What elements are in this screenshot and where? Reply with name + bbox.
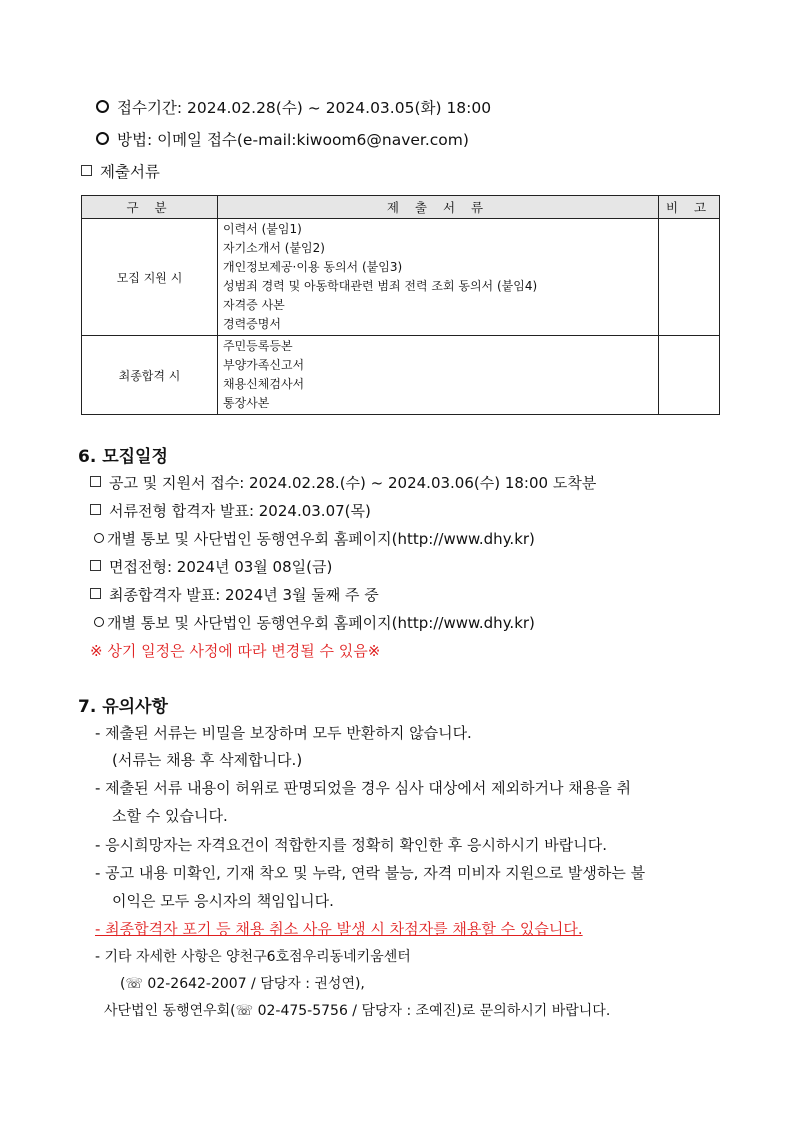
contact-line: (☏ 02-2642-2007 / 담당자 : 권성연),: [120, 976, 365, 992]
checkbox-bullet-icon: [81, 165, 92, 176]
list-item: 자기소개서 (붙임2): [223, 241, 325, 255]
table-header: 제 출 서 류: [218, 196, 659, 219]
notice-line: - 제출된 서류는 비밀을 보장하며 모두 반환하지 않습니다.: [95, 724, 472, 742]
schedule-line: 공고 및 지원서 접수: 2024.02.28.(수) ~ 2024.03.06(수) 18:00 도착분: [90, 472, 596, 493]
schedule-line: 최종합격자 발표: 2024년 3월 둘째 주 중: [90, 584, 379, 605]
notice-line: - 기타 자세한 사항은 양천구6호점우리동네키움센터: [95, 949, 411, 965]
checkbox-bullet-icon: [90, 560, 101, 571]
list-item: 채용신체검사서: [223, 377, 305, 391]
notice-line-highlight: - 최종합격자 포기 등 채용 취소 사유 발생 시 차점자를 채용할 수 있습니다.: [95, 920, 583, 938]
circle-bullet-icon: [94, 617, 104, 627]
schedule-subline: 개별 통보 및 사단법인 동행연우회 홈페이지(http://www.dhy.kr): [94, 528, 535, 549]
notice-line: - 응시희망자는 자격요건이 적합한지를 정확히 확인한 후 응시하시기 바랍니다.: [95, 836, 608, 854]
list-item: 주민등록등본: [223, 339, 293, 353]
list-item: 경력증명서: [223, 317, 281, 331]
table-cell-items: [218, 219, 659, 336]
method-line: 방법: 이메일 접수(e-mail:kiwoom6@naver.com): [96, 128, 469, 150]
table-cell-items: [218, 336, 659, 415]
checkbox-bullet-icon: [90, 588, 101, 599]
notice-line: (서류는 채용 후 삭제합니다.): [112, 751, 303, 769]
circle-bullet-icon: [96, 132, 109, 145]
list-item: 개인정보제공·이용 동의서 (붙임3): [223, 260, 403, 274]
period-line: 접수기간: 2024.02.28(수) ~ 2024.03.05(화) 18:00: [96, 96, 491, 118]
table-cell-category: 최종합격 시: [82, 336, 218, 415]
checkbox-bullet-icon: [90, 476, 101, 487]
schedule-notice: ※ 상기 일정은 사정에 따라 변경될 수 있음※: [90, 642, 381, 660]
notice-line: - 공고 내용 미확인, 기재 착오 및 누락, 연락 불능, 자격 미비자 지원으로 발생하는 불: [95, 864, 646, 882]
table-header-row: [82, 196, 720, 219]
checkbox-bullet-icon: [90, 504, 101, 515]
table-row: [82, 336, 720, 415]
notice-line: - 제출된 서류 내용이 허위로 판명되었을 경우 심사 대상에서 제외하거나 채용을 취: [95, 779, 632, 797]
table-cell-note: [659, 219, 720, 336]
notice-line: 이익은 모두 응시자의 책임입니다.: [112, 892, 334, 910]
list-item: 통장사본: [223, 396, 270, 410]
table-header: 비 고: [659, 196, 720, 219]
list-item: 자격증 사본: [223, 298, 285, 312]
list-item: 이력서 (붙임1): [223, 222, 302, 236]
list-item: 부양가족신고서: [223, 358, 305, 372]
section-6-title: 6. 모집일정: [78, 447, 168, 467]
section-7-title: 7. 유의사항: [78, 697, 168, 717]
docs-heading: 제출서류: [81, 160, 160, 182]
documents-table: [81, 195, 720, 415]
schedule-line: 서류전형 합격자 발표: 2024.03.07(목): [90, 500, 371, 521]
table-cell-note: [659, 336, 720, 415]
notice-line: 소할 수 있습니다.: [112, 807, 228, 825]
list-item: 성범죄 경력 및 아동학대관련 범죄 전력 조회 동의서 (붙임4): [223, 279, 538, 293]
contact-line: 사단법인 동행연우회(☏ 02-475-5756 / 담당자 : 조예진)로 문의하시기 바랍니다.: [104, 1003, 611, 1019]
circle-bullet-icon: [94, 533, 104, 543]
circle-bullet-icon: [96, 100, 109, 113]
table-header: 구 분: [82, 196, 218, 219]
table-row: [82, 219, 720, 336]
schedule-subline: 개별 통보 및 사단법인 동행연우회 홈페이지(http://www.dhy.kr): [94, 612, 535, 633]
table-cell-category: 모집 지원 시: [82, 219, 218, 336]
schedule-line: 면접전형: 2024년 03월 08일(금): [90, 556, 332, 577]
